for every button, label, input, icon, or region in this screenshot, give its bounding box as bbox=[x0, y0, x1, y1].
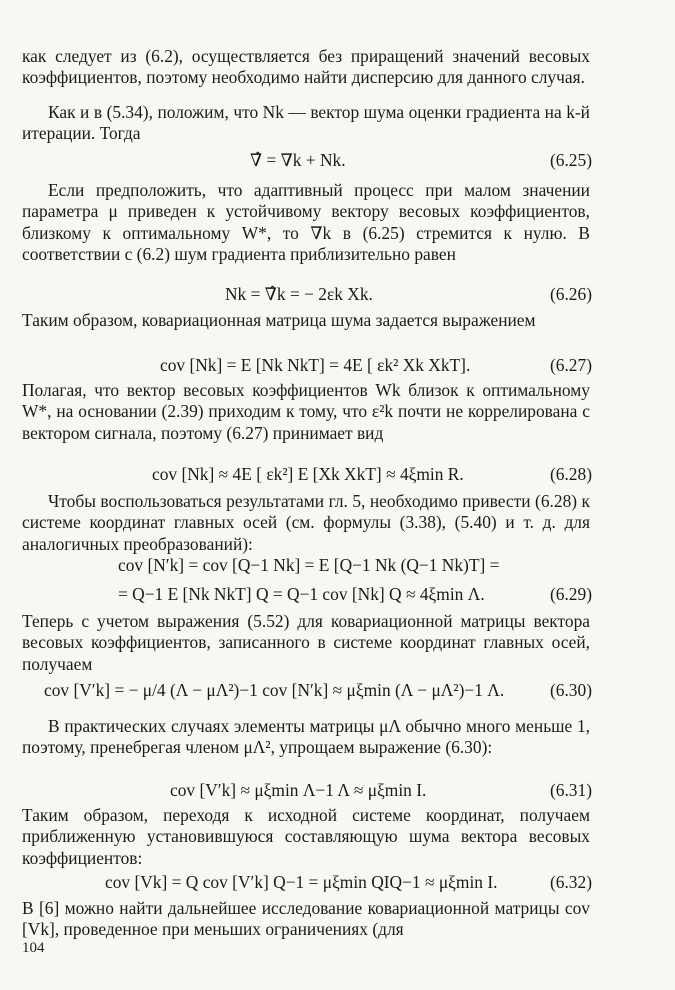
formula-6-30: cov [V′k] = − μ/4 (Λ − μΛ²)−1 cov [N′k] ≈ μξmin (Λ − μΛ²)−1 Λ. bbox=[44, 680, 505, 700]
paragraph-2: Как и в (5.34), положим, что Nk — вектор шума оценки градиента на k-й итерации. Тогда bbox=[22, 102, 590, 144]
equation-6-27 bbox=[0, 355, 675, 381]
formula-6-28: cov [Nk] ≈ 4E [ εk²] E [Xk XkT] ≈ 4ξmin R. bbox=[152, 464, 464, 484]
paragraph-7: Теперь с учетом выражения (5.52) для ковариационной матрицы вектора весовых коэффициентов, записанного в системе координат главных осей, получаем bbox=[22, 611, 590, 674]
equation-number-6-31: (6.31) bbox=[549, 780, 592, 800]
equation-6-29-line-2 bbox=[0, 584, 675, 610]
paragraph-1: как следует из (6.2), осуществляется без приращений значений весовых коэффициентов, поэтому необходимо найти дисперсию для данного случая. bbox=[22, 46, 590, 88]
equation-number-6-28: (6.28) bbox=[549, 464, 592, 484]
formula-6-29-line-2: = Q−1 E [Nk NkT] Q = Q−1 cov [Nk] Q ≈ 4ξmin Λ. bbox=[118, 584, 485, 604]
equation-number-6-27: (6.27) bbox=[549, 355, 592, 375]
equation-6-25 bbox=[0, 150, 675, 176]
formula-6-27: cov [Nk] = E [Nk NkT] = 4E [ εk² Xk XkT]. bbox=[160, 355, 471, 375]
paragraph-9: Таким образом, переходя к исходной системе координат, получаем приближенную установившуюся составляющую шума вектора весовых коэффициентов: bbox=[22, 805, 590, 868]
equation-number-6-30: (6.30) bbox=[549, 680, 592, 700]
formula-6-31: cov [V′k] ≈ μξmin Λ−1 Λ ≈ μξmin I. bbox=[170, 780, 427, 800]
formula-6-26: Nk = ∇̂k = − 2εk Xk. bbox=[225, 284, 373, 304]
equation-6-32 bbox=[0, 872, 675, 898]
equation-6-29-line-1 bbox=[0, 555, 675, 581]
equation-number-6-26: (6.26) bbox=[549, 284, 592, 304]
equation-6-31 bbox=[0, 780, 675, 806]
paragraph-10: В [6] можно найти дальнейшее исследование ковариационной матрицы cov [Vk], проведенное при меньших ограничениях (для bbox=[22, 898, 590, 940]
paragraph-5: Полагая, что вектор весовых коэффициентов Wk близок к оптимальному W*, на основании (2.39) приходим к тому, что ε²k почти не коррелирована с вектором сигнала, поэтому (6.27) принимает вид bbox=[22, 380, 590, 443]
paragraph-6: Чтобы воспользоваться результатами гл. 5, необходимо привести (6.28) к системе координат главных осей (см. формулы (3.38), (5.40) и т. д. для аналогичных преобразований): bbox=[22, 491, 590, 554]
paragraph-4: Таким образом, ковариационная матрица шума задается выражением bbox=[22, 310, 536, 330]
equation-number-6-32: (6.32) bbox=[549, 872, 592, 892]
equation-6-28 bbox=[0, 464, 675, 490]
formula-6-25: ∇̂ = ∇k + Nk. bbox=[250, 150, 346, 170]
page-number: 104 bbox=[22, 940, 45, 956]
paragraph-8: В практических случаях элементы матрицы μΛ обычно много меньше 1, поэтому, пренебрегая членом μΛ², упрощаем выражение (6.30): bbox=[22, 716, 590, 758]
formula-6-32: cov [Vk] = Q cov [V′k] Q−1 = μξmin QIQ−1 ≈ μξmin I. bbox=[105, 872, 498, 892]
equation-6-26 bbox=[0, 284, 675, 310]
equation-number-6-25: (6.25) bbox=[549, 150, 592, 170]
paragraph-3: Если предположить, что адаптивный процесс при малом значении параметра μ приведен к устойчивому вектору весовых коэффициентов, близкому к оптимальному W*, то ∇k в (6.25) стремится к нулю. В соответствии с (6.2) шум градиента приблизительно равен bbox=[22, 180, 590, 264]
equation-number-6-29: (6.29) bbox=[549, 584, 592, 604]
equation-6-30 bbox=[0, 680, 675, 706]
formula-6-29-line-1: cov [N′k] = cov [Q−1 Nk] = E [Q−1 Nk (Q−1 Nk)T] = bbox=[118, 555, 500, 575]
